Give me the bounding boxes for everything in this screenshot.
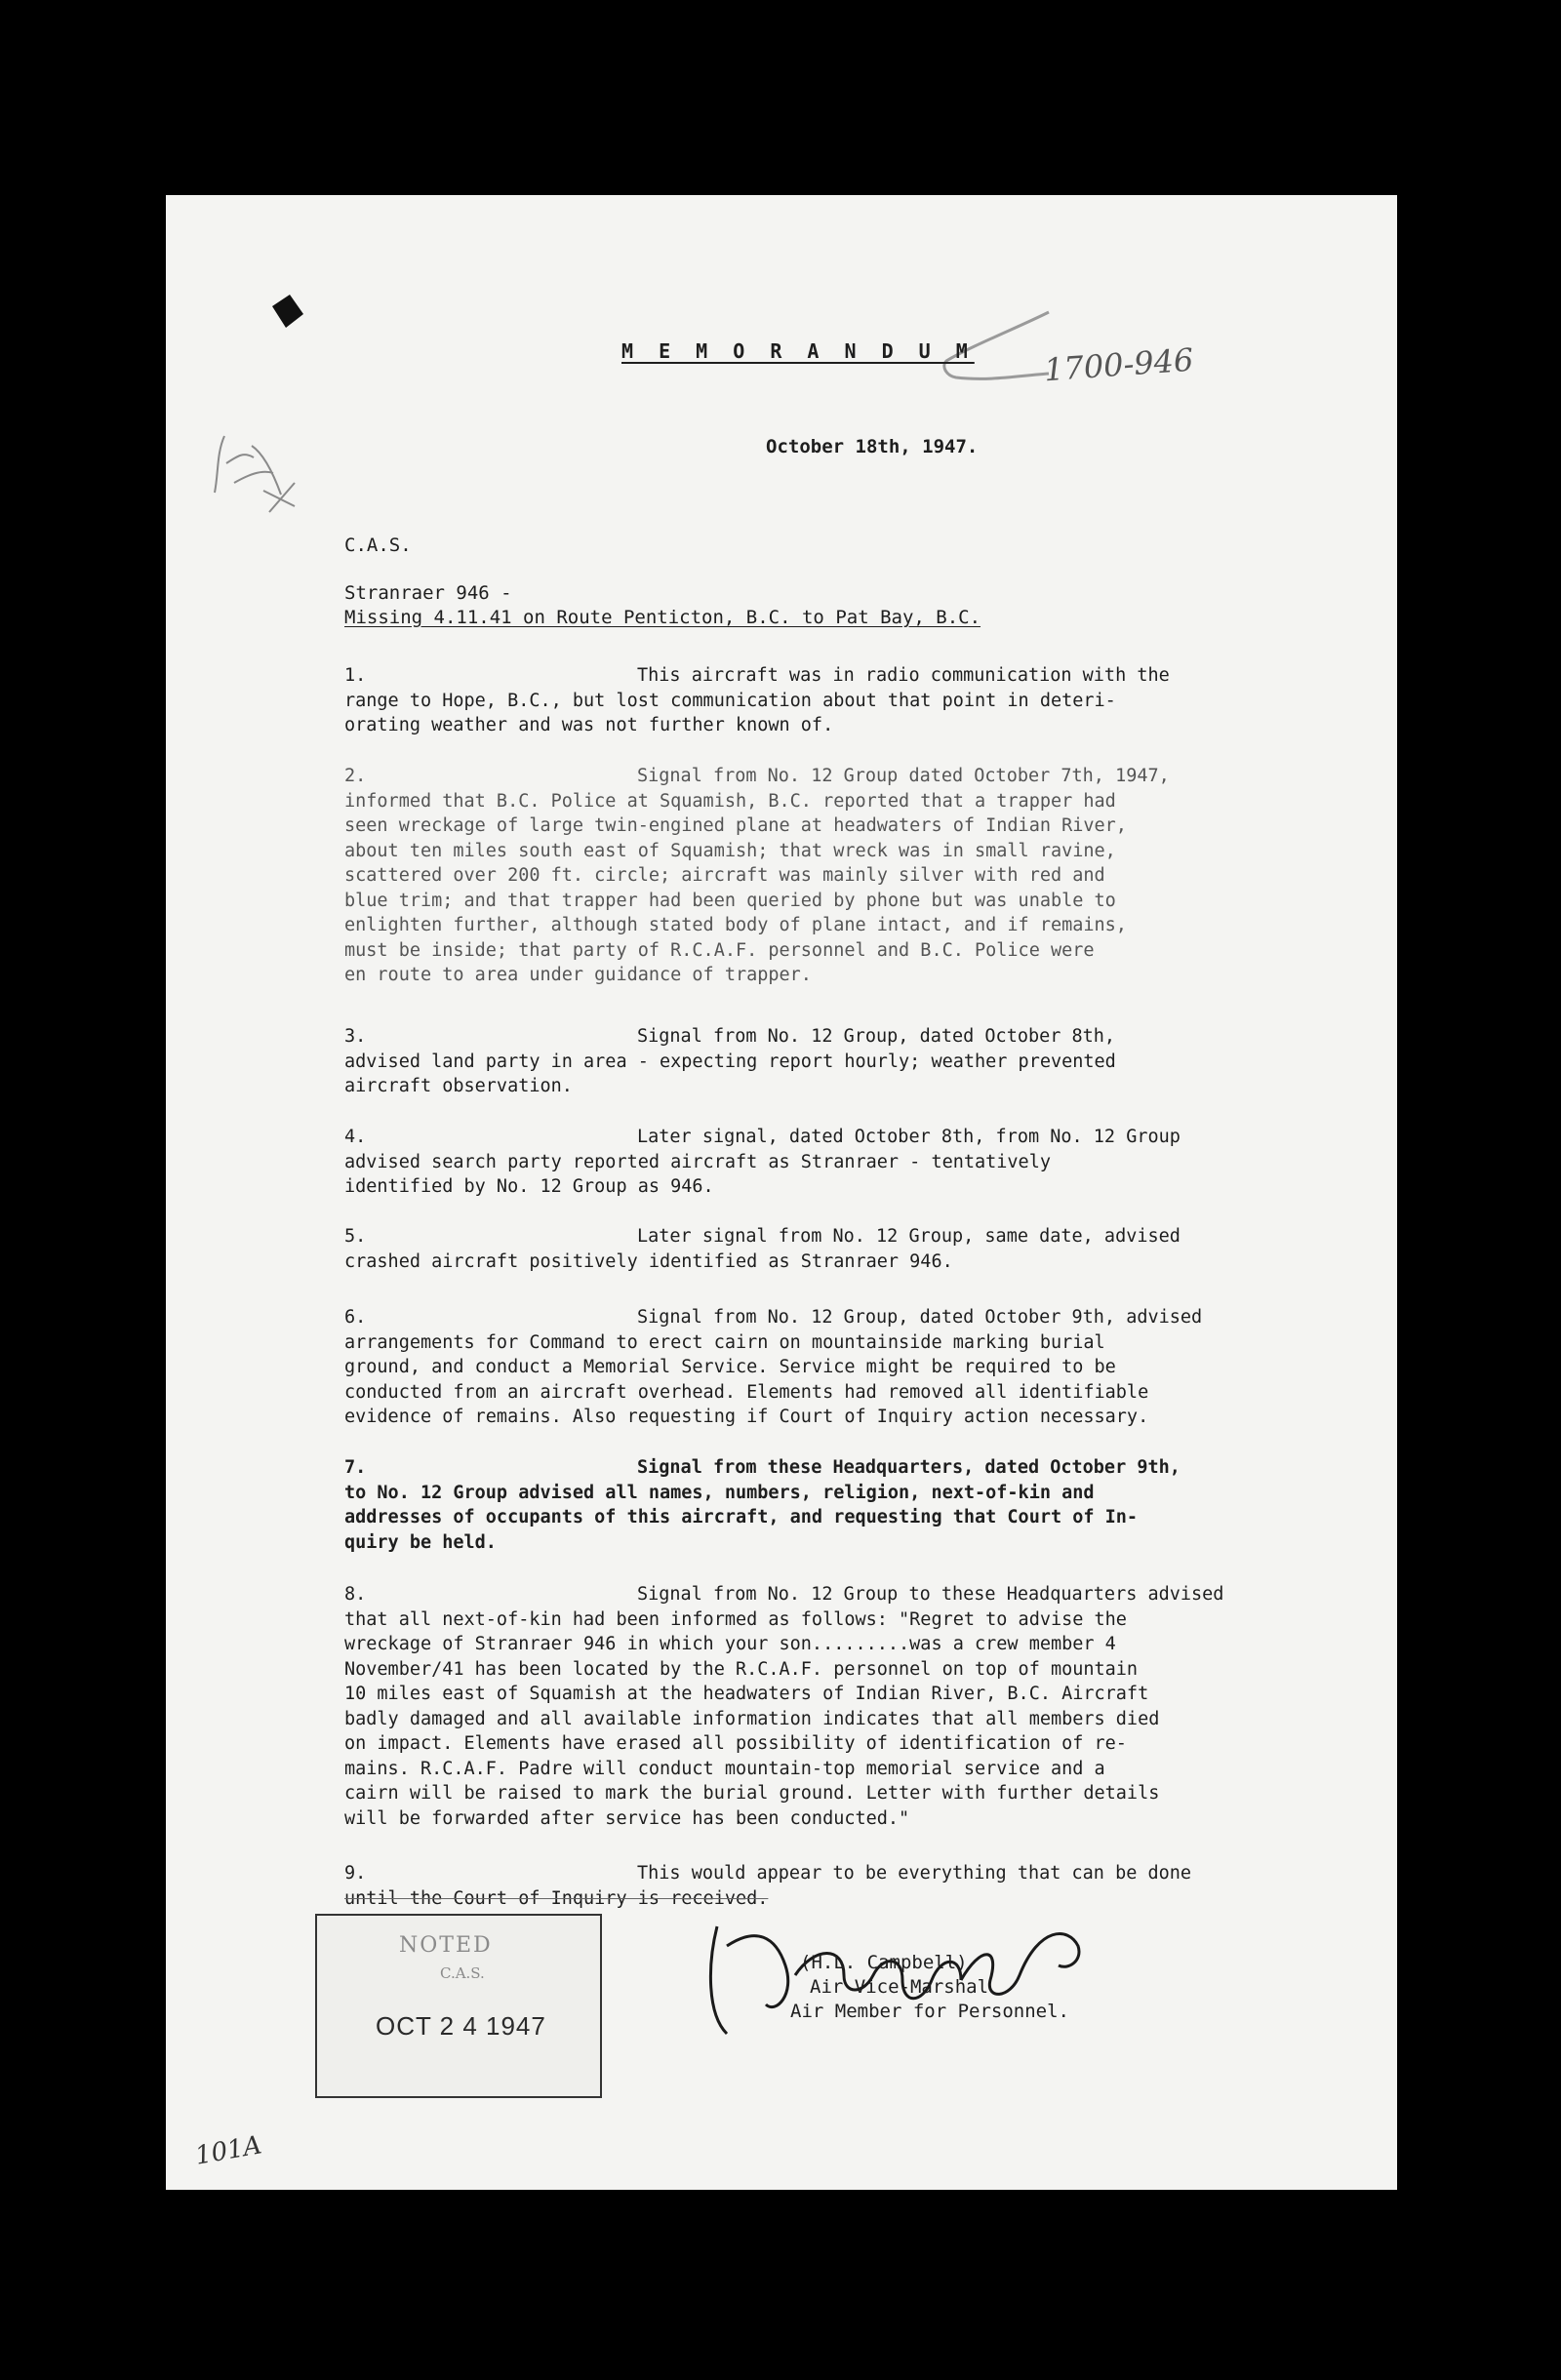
paragraph-1 (344, 663, 1301, 738)
paragraph-number: 9. (344, 1863, 367, 1884)
paragraph-line: until the Court of Inquiry is received. (344, 1887, 769, 1909)
paragraph-line: conducted from an aircraft overhead. Elements had removed all identifiable (344, 1381, 1149, 1403)
paragraph-number: 6. (344, 1307, 367, 1328)
paragraph-line: advised search party reported aircraft as Stranraer - tentatively (344, 1151, 1051, 1172)
paragraph-line: mains. R.C.A.F. Padre will conduct mountain-top memorial service and a (344, 1758, 1105, 1779)
signatory-name: (H.L. Campbell) (800, 1952, 968, 1973)
memo-title: M E M O R A N D U M (621, 339, 975, 363)
memo-recipient: C.A.S. (344, 535, 412, 556)
paragraph-line: aircraft observation. (344, 1076, 573, 1096)
paragraph-6 (344, 1305, 1301, 1430)
paragraph-line: to No. 12 Group advised all names, numbers, religion, next-of-kin and (344, 1482, 1095, 1503)
paragraph-line: quiry be held. (344, 1531, 497, 1553)
paragraph-5 (344, 1224, 1301, 1274)
subject-line-1: Stranraer 946 - (344, 582, 512, 604)
paragraph-number: 2. (344, 766, 367, 786)
paragraph-8 (344, 1582, 1301, 1831)
paragraph-line: badly damaged and all available information indicates that all members died (344, 1708, 1160, 1729)
paragraph-line: identified by No. 12 Group as 946. (344, 1176, 714, 1197)
noted-stamp (315, 1914, 602, 2098)
margin-handwritten-note (205, 415, 312, 522)
paragraph-line: Signal from No. 12 Group, dated October 8th, (637, 1026, 1116, 1047)
paragraph-line: Signal from No. 12 Group, dated October 9th, advised (637, 1307, 1203, 1328)
paragraph-2 (344, 764, 1301, 988)
paragraph-line: will be forwarded after service has been conducted." (344, 1807, 910, 1829)
paragraph-number: 1. (344, 665, 367, 686)
paragraph-number: 8. (344, 1584, 367, 1605)
paragraph-line: cairn will be raised to mark the burial ground. Letter with further details (344, 1783, 1160, 1804)
paragraph-4 (344, 1125, 1301, 1200)
paragraph-line: en route to area under guidance of trapper. (344, 965, 812, 985)
paragraph-number: 3. (344, 1026, 367, 1047)
memo-date: October 18th, 1947. (766, 436, 979, 457)
page-marking-handwritten: 101A (192, 2130, 264, 2171)
paragraph-line: November/41 has been located by the R.C.A.F. personnel on top of mountain (344, 1658, 1139, 1680)
paragraph-line: crashed aircraft positively identified as Stranraer 946. (344, 1250, 953, 1272)
paragraph-line: Signal from No. 12 Group to these Headquarters advised (637, 1584, 1224, 1605)
paragraph-number: 5. (344, 1226, 367, 1247)
paragraph-line: that all next-of-kin had been informed as follows: "Regret to advise the (344, 1608, 1127, 1630)
signatory-rank: Air Vice-Marshal (810, 1976, 989, 1998)
paragraph-line: 10 miles east of Squamish at the headwaters of Indian River, B.C. Aircraft (344, 1684, 1149, 1704)
paragraph-line: addresses of occupants of this aircraft, and requesting that Court of In- (344, 1507, 1139, 1527)
paragraph-line: Signal from these Headquarters, dated October 9th, (637, 1457, 1181, 1478)
paragraph-line: evidence of remains. Also requesting if Court of Inquiry action necessary. (344, 1407, 1149, 1427)
stamp-date: OCT 2 4 1947 (376, 2011, 546, 2041)
paragraph-line: Later signal from No. 12 Group, same date, advised (637, 1226, 1181, 1247)
paragraph-line: scattered over 200 ft. circle; aircraft was mainly silver with red and (344, 865, 1105, 886)
paragraph-number: 4. (344, 1127, 367, 1147)
subject-line-2: Missing 4.11.41 on Route Penticton, B.C. to Pat Bay, B.C. (344, 607, 981, 628)
memo-page (166, 195, 1397, 2190)
stamp-label: NOTED (399, 1933, 493, 1958)
signature-block (712, 1951, 1069, 2024)
stamp-sub: C.A.S. (440, 1964, 485, 1982)
paragraph-line: orating weather and was not further known of. (344, 715, 834, 735)
paragraph-line: informed that B.C. Police at Squamish, B.C. reported that a trapper had (344, 790, 1116, 812)
punch-mark-icon (268, 293, 307, 332)
reference-number-handwritten: 1700-946 (1042, 340, 1195, 389)
paragraph-line: range to Hope, B.C., but lost communication about that point in deteri- (344, 690, 1116, 711)
paragraph-line: Later signal, dated October 8th, from No. 12 Group (637, 1127, 1181, 1147)
paragraph-line: about ten miles south east of Squamish; that wreck was in small ravine, (344, 840, 1116, 861)
paragraph-line: This would appear to be everything that can be done (637, 1863, 1192, 1884)
signatory-position: Air Member for Personnel. (790, 2001, 1069, 2022)
paragraph-line: must be inside; that party of R.C.A.F. personnel and B.C. Police were (344, 939, 1095, 961)
paragraph-line: enlighten further, although stated body of plane intact, and if remains, (344, 915, 1127, 935)
paragraph-line: blue trim; and that trapper had been queried by phone but was unable to (344, 890, 1116, 911)
memo-subject (344, 581, 981, 630)
paragraph-line: on impact. Elements have erased all possibility of identification of re- (344, 1733, 1127, 1754)
paragraph-line: This aircraft was in radio communication with the (637, 665, 1170, 686)
paragraph-line: ground, and conduct a Memorial Service. Service might be required to be (344, 1357, 1116, 1377)
paragraph-line: wreckage of Stranraer 946 in which your son.........was a crew member 4 (344, 1634, 1116, 1654)
paragraph-line: Signal from No. 12 Group dated October 7th, 1947, (637, 766, 1170, 786)
paragraph-number: 7. (344, 1457, 367, 1478)
paragraph-7 (344, 1455, 1301, 1555)
paragraph-line: advised land party in area - expecting report hourly; weather prevented (344, 1051, 1116, 1072)
paragraph-line: arrangements for Command to erect cairn on mountainside marking burial (344, 1331, 1105, 1353)
paragraph-line: seen wreckage of large twin-engined plane at headwaters of Indian River, (344, 815, 1127, 836)
paragraph-3 (344, 1024, 1301, 1099)
